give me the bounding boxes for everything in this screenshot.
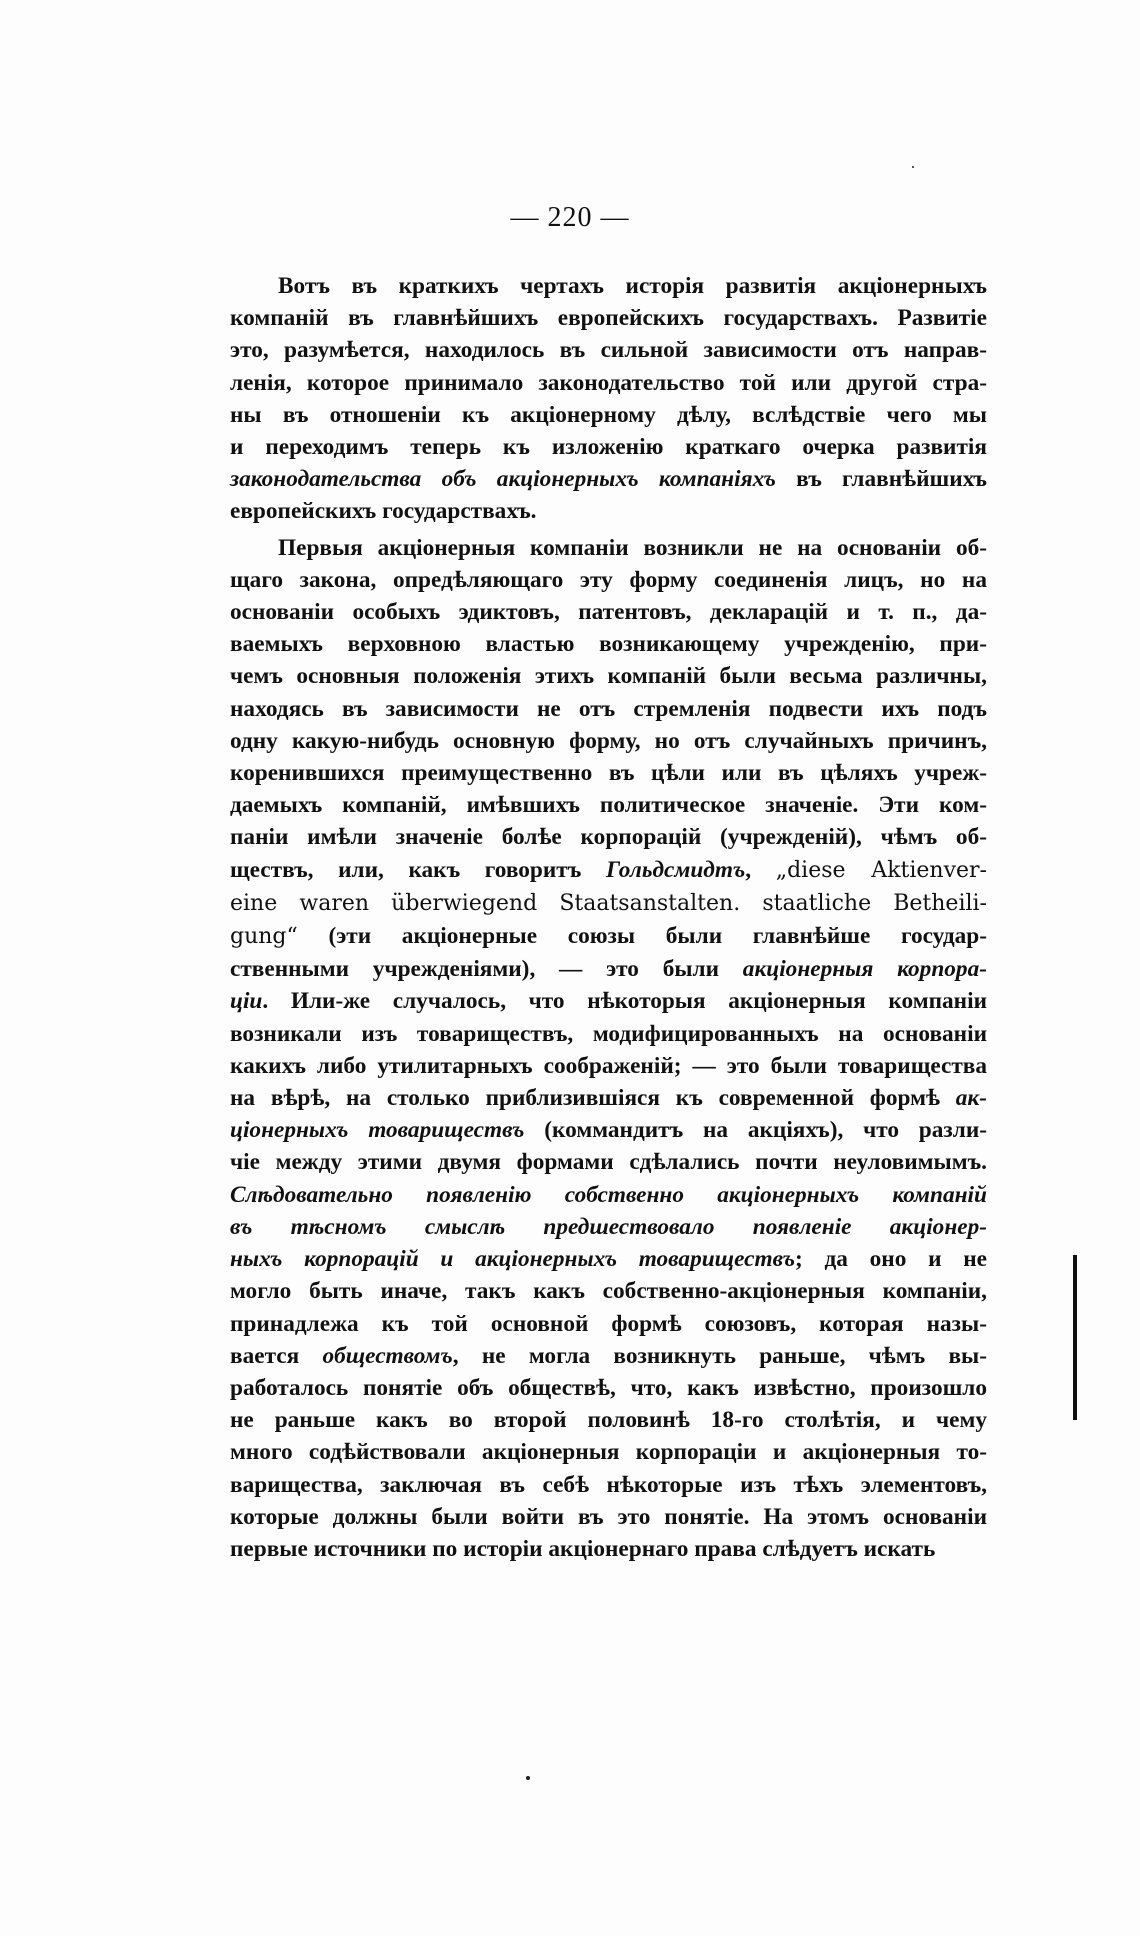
text-span: въ главнѣйшихъ: [775, 466, 987, 493]
text-span: которые должны были войти въ это понятіе. На этомъ основаніи: [230, 1503, 987, 1530]
text-line: [182, 302, 987, 334]
text-line: [182, 1308, 987, 1340]
text-line: [182, 920, 987, 953]
text-span: находясь въ зависимости не отъ стремленія подвести ихъ подъ: [230, 695, 987, 722]
text-line: [182, 495, 987, 527]
text-span: возникали изъ товариществъ, модифицированныхъ на основаніи: [230, 1020, 987, 1047]
text-line: [182, 1243, 987, 1275]
text-span: щаго закона, опредѣляющаго эту форму соединенія лицъ, но на: [230, 566, 987, 593]
text-line: [182, 854, 987, 887]
text-span: принадлежа къ той основной формѣ союзовъ, которая назы-: [230, 1310, 987, 1337]
text-line: [182, 1372, 987, 1404]
text-span: основаніи особыхъ эдиктовъ, патентовъ, декларацій и т. п., да-: [230, 599, 987, 626]
text-span: чемъ основныя положенія этихъ компаній были весьма различны,: [230, 663, 987, 690]
text-line: [182, 1340, 987, 1372]
text-line: [182, 953, 987, 985]
paragraph: [182, 270, 987, 528]
text-line: [182, 985, 987, 1017]
text-line: [182, 1501, 987, 1533]
text-span: даемыхъ компаній, имѣвшихъ политическое значеніе. Эти ком-: [230, 792, 987, 819]
paragraph: [182, 532, 987, 1566]
text-span: на вѣрѣ, на столько приблизившіяся къ современной формѣ: [230, 1085, 956, 1112]
text-line: [182, 821, 987, 853]
body-text: [182, 270, 987, 1569]
text-span: ществъ, или, какъ говоритъ: [230, 856, 606, 883]
text-line: [182, 334, 987, 366]
text-span: компаній въ главнѣйшихъ европейскихъ государствахъ. Развитіе: [230, 305, 987, 332]
text-span: европейскихъ государствахъ.: [230, 498, 537, 525]
text-span: (эти акціонерные союзы были главнѣйше государ-: [297, 923, 987, 950]
speck: [526, 1776, 530, 1780]
speck: [912, 166, 914, 168]
text-line: [182, 270, 987, 302]
italic-span: Гольдсмидтъ: [605, 856, 746, 883]
text-line: [182, 1275, 987, 1307]
italic-span: Слѣдовательно появленію собственно акціонерныхъ компаній: [230, 1181, 987, 1208]
text-span: . Или-же случалось, что нѣкоторыя акціонерныя компаніи: [262, 988, 987, 1015]
italic-span: акціонерныя корпора-: [742, 956, 987, 983]
text-line: [182, 1082, 987, 1114]
text-line: [182, 431, 987, 463]
text-line: [182, 1533, 987, 1565]
text-line: [182, 693, 987, 725]
text-span: ; да оно и не: [794, 1246, 987, 1273]
text-span: ственными учрежденіями), — это были: [230, 956, 743, 983]
italic-span: ныхъ корпорацій и акціонерныхъ товариществъ: [230, 1246, 795, 1273]
text-line: [182, 725, 987, 757]
text-line: [182, 463, 987, 495]
text-span: коренившихся преимущественно въ цѣли или въ цѣляхъ учреж-: [230, 760, 987, 787]
text-line: [182, 1404, 987, 1436]
text-span: могло быть иначе, такъ какъ собственно-акціонерныя компаніи,: [230, 1278, 987, 1305]
text-line: [182, 789, 987, 821]
text-line: [182, 757, 987, 789]
text-span: Вотъ въ краткихъ чертахъ исторія развитія акціонерныхъ: [278, 273, 987, 299]
text-span: „diese Aktienver-: [775, 857, 987, 883]
text-line: [182, 1211, 987, 1243]
italic-span: ціонерныхъ товариществъ: [230, 1117, 525, 1144]
text-line: [182, 532, 987, 564]
text-span: какихъ либо утилитарныхъ соображеній; — это были товарищества: [230, 1052, 987, 1079]
text-span: паніи имѣли значеніе болѣе корпорацій (учрежденій), чѣмъ об-: [230, 824, 987, 851]
text-line: [182, 399, 987, 431]
italic-span: законодательства объ акціонерныхъ компаніяхъ: [230, 466, 776, 493]
text-span: вается: [230, 1342, 323, 1369]
text-line: [182, 564, 987, 596]
text-span: ны въ отношеніи къ акціонерному дѣлу, вслѣдствіе чего мы: [230, 401, 987, 428]
text-span: ваемыхъ верховною властью возникающему учрежденію, при-: [230, 631, 987, 658]
text-span: первые источники по исторіи акціонернаго права слѣдуетъ искать: [230, 1535, 936, 1562]
text-span: и переходимъ теперь къ изложенію краткаго очерка развитія: [230, 434, 987, 461]
text-line: [182, 367, 987, 399]
text-span: одну какую-нибудь основную форму, но отъ случайныхъ причинъ,: [230, 727, 987, 754]
text-line: [182, 887, 987, 920]
text-line: [182, 596, 987, 628]
italic-span: ак-: [955, 1085, 987, 1112]
text-span: ,: [745, 856, 776, 883]
text-span: eine waren überwiegend Staatsanstalten. staatliche Betheili-: [230, 890, 987, 916]
italic-span: обществомъ: [322, 1342, 453, 1369]
text-span: это, разумѣется, находилось въ сильной зависимости отъ направ-: [230, 337, 987, 364]
text-line: [182, 628, 987, 660]
text-span: ленія, которое принимало законодательство той или другой стра-: [230, 369, 987, 396]
margin-mark: [1073, 1255, 1077, 1420]
text-span: Первыя акціонерныя компаніи возникли не на основаніи об-: [278, 534, 987, 561]
page-number: — 220 —: [510, 202, 630, 233]
text-line: [182, 1018, 987, 1050]
text-line: [182, 1050, 987, 1082]
italic-span: ціи: [230, 988, 263, 1015]
text-span: чіе между этими двумя формами сдѣлались почти неуловимымъ.: [230, 1149, 987, 1176]
italic-span: въ тѣсномъ смыслѣ предшествовало появленіе акціонер-: [230, 1213, 987, 1240]
text-span: работалось понятіе объ обществѣ, что, какъ извѣстно, произошло: [230, 1374, 987, 1401]
text-line: [182, 1436, 987, 1468]
text-line: [182, 1114, 987, 1146]
text-span: (коммандитъ на акціяхъ), что разли-: [524, 1117, 988, 1144]
text-line: [182, 1469, 987, 1501]
text-span: , не могла возникнуть раньше, чѣмъ вы-: [452, 1342, 987, 1369]
text-line: [182, 1146, 987, 1178]
text-span: много содѣйствовали акціонерныя корпораціи и акціонерныя то-: [230, 1439, 987, 1466]
text-span: варищества, заключая въ себѣ нѣкоторые изъ тѣхъ элементовъ,: [230, 1471, 987, 1498]
text-span: не раньше какъ во второй половинѣ 18-го столѣтія, и чему: [230, 1407, 987, 1434]
text-span: gung“: [230, 924, 298, 950]
text-line: [182, 660, 987, 692]
text-line: [182, 1179, 987, 1211]
